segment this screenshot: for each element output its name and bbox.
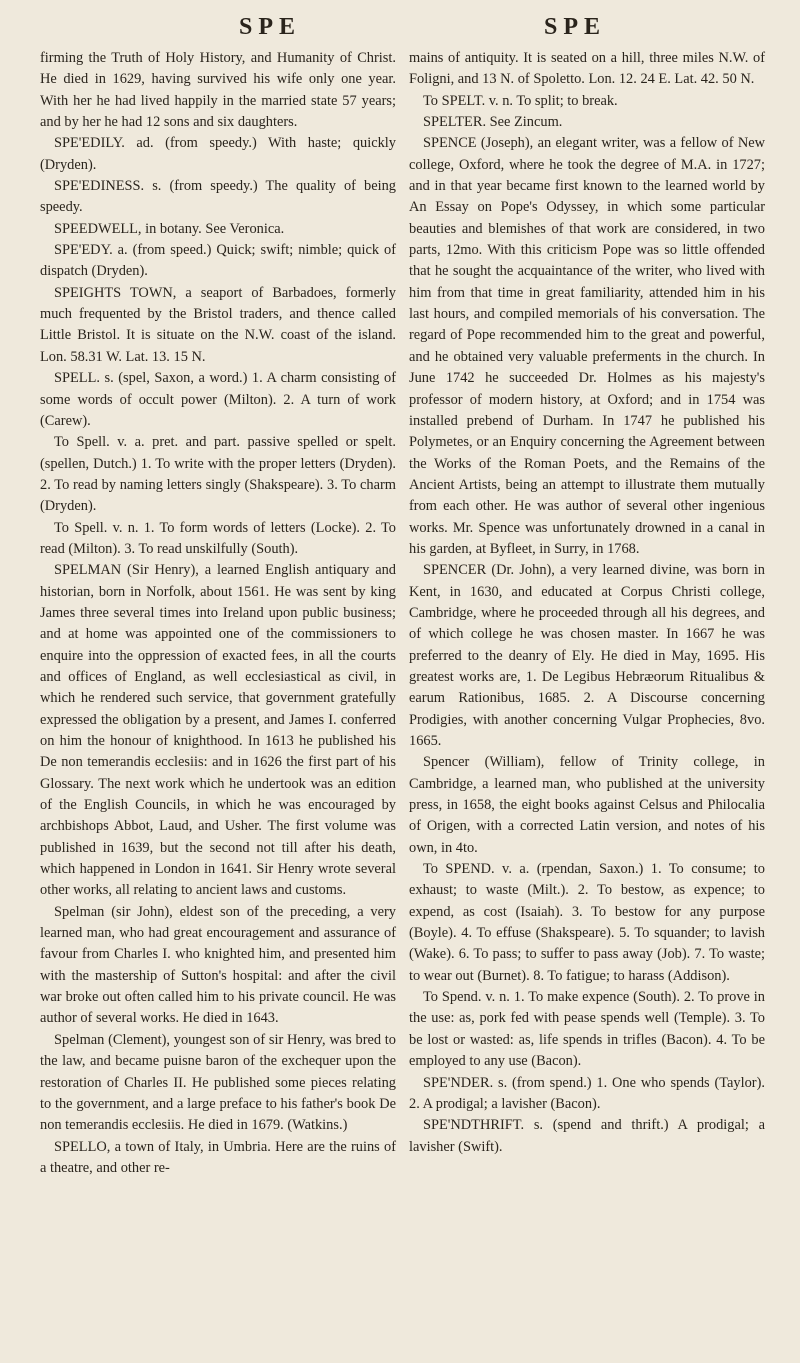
- left-column: [40, 48, 396, 1179]
- entry-spencer-john: SPENCER (Dr. John), a very learned divine, was born in Kent, in 1630, and educated at Corpus Christi college, Cambridge, where he proceeded through all his degrees, and of which college he was chosen master. In 1667 he was preferred to the deanry of Ely. He died in May, 1695. His greatest works are, 1. De Legibus Hebræorum Ritualibus & earum Rationibus, 1685. 2. A Discourse concerning Prodigies, with another concerning Vulgar Prophecies, 8vo. 1665.: [409, 562, 765, 749]
- entry-spencer-william: Spencer (William), fellow of Trinity college, in Cambridge, a learned man, who published at the university press, in 1658, the eight books against Celsus and Philocalia of Origen, with a corrected Latin version, and notes of his own, in 4to.: [409, 754, 765, 856]
- entry-speights-town: SPEIGHTS TOWN, a seaport of Barbadoes, formerly much frequented by the Bristol traders, and thence called Little Bristol. It is situate on the N.W. coast of the island. Lon. 58.31 W. Lat. 13. 15 N.: [40, 284, 396, 365]
- running-head-left: SPE: [238, 14, 301, 40]
- entry-spell-verb-active: To Spell. v. a. pret. and part. passive spelled or spelt. (spellen, Dutch.) 1. To write with the proper letters (Dryden). 2. To read by naming letters singly (Shakspeare). 3. To charm (Dryden).: [40, 434, 396, 515]
- entry-continuation: firming the Truth of Holy History, and Humanity of Christ. He died in 1629, having survived his wife only one year. With her he had lived happily in the married state 57 years; and by her he had 12 sons and six daughters.: [40, 50, 396, 131]
- entry-spello: SPELLO, a town of Italy, in Umbria. Here are the ruins of a theatre, and other re-: [40, 1138, 396, 1176]
- entry-spender: SPE'NDER. s. (from spend.) 1. One who spends (Taylor). 2. A prodigal; a lavisher (Bacon).: [409, 1074, 765, 1112]
- entry-spelman-clement: Spelman (Clement), youngest son of sir Henry, was bred to the law, and became puisne baron of the exchequer upon the restoration of Charles II. He published some pieces relating to the government, and a large preface to his father's book De non temerandis ecclesiis. He died in 1679. (Watkins.): [40, 1031, 396, 1134]
- right-column: [409, 48, 765, 1158]
- entry-spendthrift: SPE'NDTHRIFT. s. (spend and thrift.) A prodigal; a lavisher (Swift).: [409, 1117, 765, 1155]
- entry-spend-active: To SPEND. v. a. (rpendan, Saxon.) 1. To consume; to exhaust; to waste (Milt.). 2. To bestow, as expence; to expend, as cost (Isaiah). 3. To bestow for any purpose (Boyle). 4. To effuse (Shakspeare). 5. To squander; to lavish (Wake). 6. To pass; to suffer to pass away (Job). 7. To waste; to wear out (Burnet). 8. To fatigue; to harass (Addison).: [409, 861, 765, 984]
- entry-spelman-henry: SPELMAN (Sir Henry), a learned English antiquary and historian, born in Norfolk, about 1561. He was sent by king James three several times into Ireland upon public business; and at home was appointed one of the commissioners to enquire into the oppression of exacted fees, in all the courts and offices of England, as well ecclesiastical as civil, in which he rendered such service, that government gratefully expressed the obligation by a present, and James I. conferred on him the honour of knighthood. In 1613 he published his De non temerandis ecclesiis: and in 1626 the first part of his Glossary. The next work which he undertook was an edition of the English Councils, in which he was encouraged by archbishops Abbot, Laud, and Usher. The first volume was published in 1639, but the second not till after his death, which happened in London in 1641. Sir Henry wrote several other works, all relating to ancient laws and customs.: [40, 562, 396, 899]
- page-header: [0, 14, 800, 44]
- entry-speedy: SPE'EDY. a. (from speed.) Quick; swift; nimble; quick of dispatch (Dryden).: [40, 242, 396, 280]
- entry-speedily: SPE'EDILY. ad. (from speedy.) With haste; quickly (Dryden).: [40, 135, 396, 173]
- entry-continuation-right: mains of antiquity. It is seated on a hill, three miles N.W. of Foligni, and 13 N. of Spoletto. Lon. 12. 24 E. Lat. 42. 50 N.: [409, 50, 765, 88]
- entry-spence: SPENCE (Joseph), an elegant writer, was a fellow of New college, Oxford, where he took the degree of M.A. in 1727; and in that year became first known to the learned world by An Essay on Pope's Odyssey, in which some particular beauties and blemishes of that work are considered, in two parts, 12mo. With this criticism Pope was so little offended that he sought the acquaintance of the writer, who lived with him from that time in great familiarity, attended him in his last hours, and compiled memorials of his conversation. The regard of Pope recommended him to the great and powerful, and he obtained very valuable preferments in the church. In June 1742 he succeeded Dr. Holmes as his majesty's professor of modern history, at Oxford; and in 1754 was installed prebend of Durham. In 1747 he published his Polymetes, or an Enquiry concerning the Agreement between the Works of the Roman Poets, and the Remains of the Ancient Artists, being an attempt to illustrate them mutually from each other. He was author of several other ingenious works. Mr. Spence was unfortunately drowned in a canal in his garden, at Byfleet, in Surry, in 1768.: [409, 135, 765, 557]
- entry-spelman-john: Spelman (sir John), eldest son of the preceding, a very learned man, who had great encouragement and assurance of favour from Charles I. who knighted him, and presented him with the mastership of Sutton's hospital: and after the civil war broke out often called him to his private council. He was author of several works. He died in 1643.: [40, 903, 396, 1027]
- entry-speedwell: SPEEDWELL, in botany. See Veronica.: [54, 220, 285, 237]
- entry-spelt: To SPELT. v. n. To split; to break.: [423, 92, 618, 109]
- running-head-right: SPE: [543, 14, 606, 40]
- entry-spell-noun: SPELL. s. (spel, Saxon, a word.) 1. A charm consisting of some words of occult power (Milton). 2. A turn of work (Carew).: [40, 370, 396, 429]
- entry-spend-neuter: To Spend. v. n. 1. To make expence (South). 2. To prove in the use: as, pork fed with pease spends well (Temple). 3. To be lost or wasted: as, life spends in trifles (Bacon). 4. To be employed to any use (Bacon).: [409, 989, 765, 1070]
- entry-speediness: SPE'EDINESS. s. (from speedy.) The quality of being speedy.: [40, 178, 396, 216]
- entry-spelter: SPELTER. See Zincum.: [423, 114, 563, 131]
- entry-spell-verb-neuter: To Spell. v. n. 1. To form words of letters (Locke). 2. To read (Milton). 3. To read unskilfully (South).: [40, 519, 396, 557]
